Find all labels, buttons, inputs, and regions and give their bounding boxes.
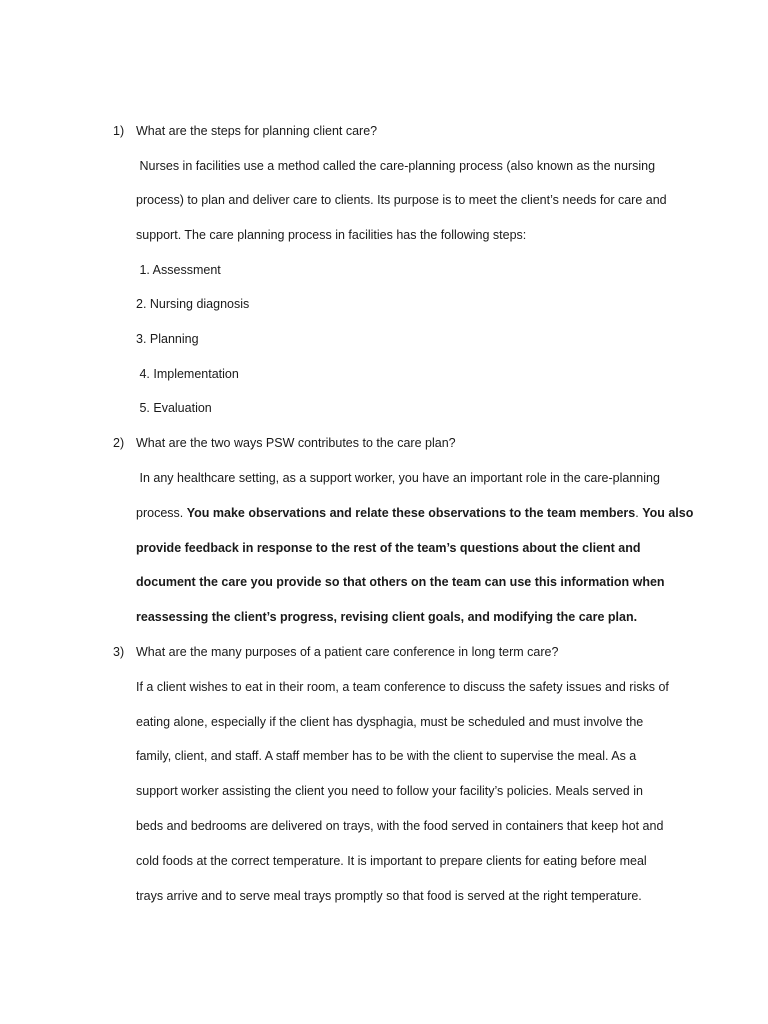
answer-1-line-1: Nurses in facilities use a method called the care-planning process (also known as the nursing (136, 159, 656, 173)
answer-1-line-2: process) to plan and deliver care to clients. Its purpose is to meet the client’s needs for care and (136, 193, 667, 207)
answer-2-bold-line-1: provide feedback in response to the rest of the team’s questions about the client and (136, 541, 641, 555)
step-3: 3. Planning (136, 332, 199, 346)
answer-3-line-6: cold foods at the correct temperature. It is important to prepare clients for eating before meal (136, 854, 647, 868)
answer-2-bold-line-3: reassessing the client’s progress, revising client goals, and modifying the care plan. (136, 610, 638, 624)
step-5: 5. Evaluation (136, 401, 212, 415)
question-3-text: What are the many purposes of a patient care conference in long term care? (136, 645, 559, 659)
question-1-text: What are the steps for planning client care? (136, 124, 378, 138)
question-2-number: 2) (113, 436, 125, 450)
answer-3-line-2: eating alone, especially if the client has dysphagia, must be scheduled and must involve the (136, 715, 644, 729)
answer-3-line-3: family, client, and staff. A staff member has to be with the client to supervise the meal. As a (136, 749, 637, 763)
answer-3-line-4: support worker assisting the client you need to follow your facility’s policies. Meals served in (136, 784, 643, 798)
answer-3-line-1: If a client wishes to eat in their room, a team conference to discuss the safety issues and risks of (136, 680, 669, 694)
question-3-number: 3) (113, 645, 125, 659)
answer-2-line-2-normal: process. (136, 506, 187, 520)
step-1: 1. Assessment (136, 263, 221, 277)
step-2: 2. Nursing diagnosis (136, 297, 250, 311)
answer-3-line-5: beds and bedrooms are delivered on trays, with the food served in containers that keep hot and (136, 819, 664, 833)
answer-1-line-3: support. The care planning process in facilities has the following steps: (136, 228, 527, 242)
question-1-number: 1) (113, 124, 125, 138)
answer-2-line-2-bold-2: You also (642, 506, 694, 520)
question-2-text: What are the two ways PSW contributes to the care plan? (136, 436, 456, 450)
step-4: 4. Implementation (136, 367, 239, 381)
answer-3-line-7: trays arrive and to serve meal trays promptly so that food is served at the right temperature. (136, 889, 642, 903)
answer-2-bold-line-2: document the care you provide so that others on the team can use this information when (136, 575, 665, 589)
answer-2-line-1: In any healthcare setting, as a support worker, you have an important role in the care-planning (136, 471, 660, 485)
answer-2-line-2-bold-1: You make observations and relate these observations to the team members (186, 506, 636, 520)
answer-2-line-2-sep: . (635, 506, 643, 520)
answer-2-line-2 (136, 505, 693, 521)
